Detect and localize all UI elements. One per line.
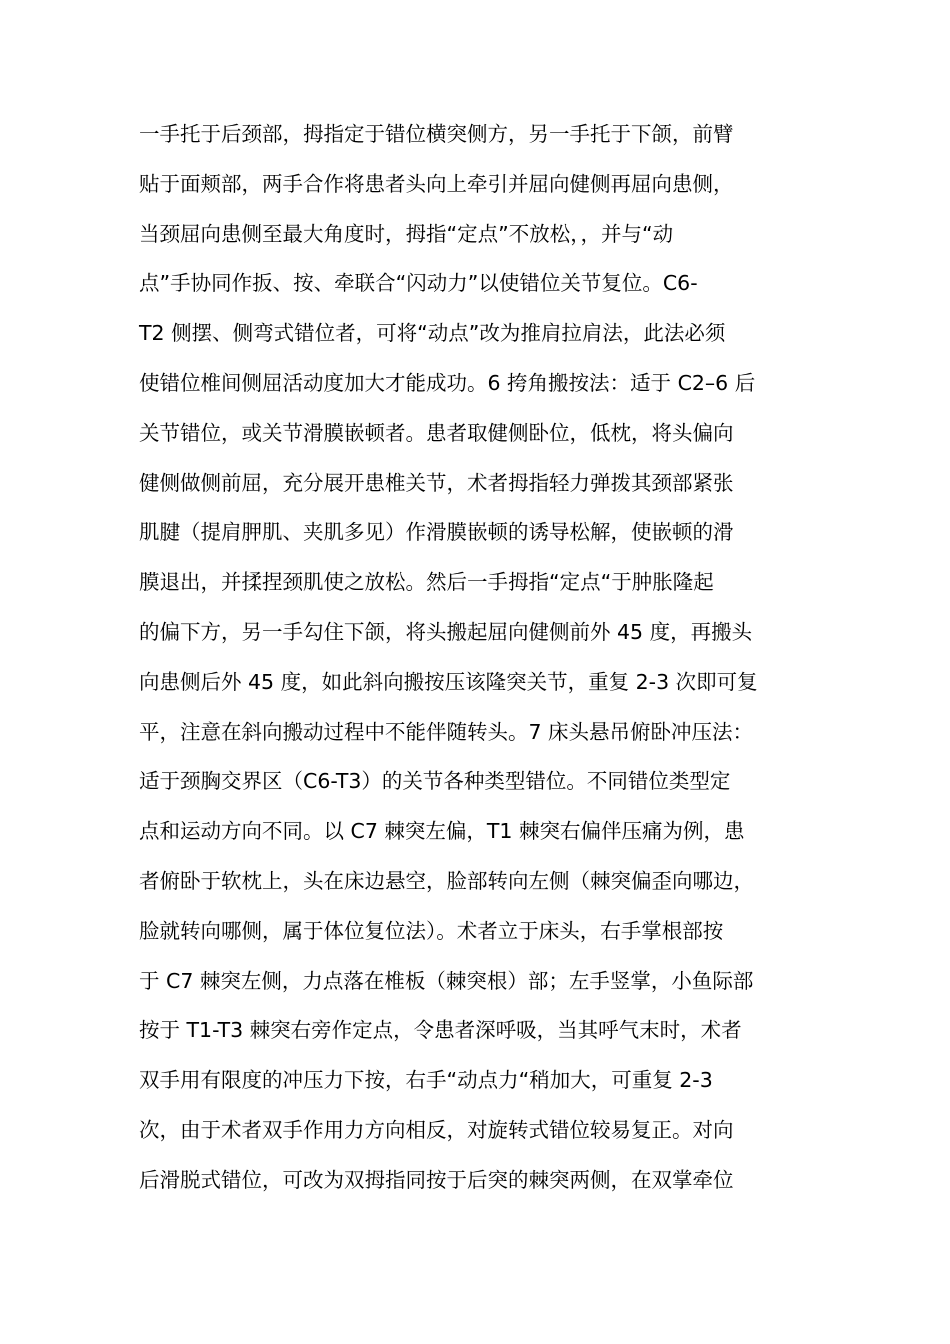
text-line: 点和运动方向不同。以 C7 棘突左偏，T1 棘突右偏伴压痛为例，患	[139, 819, 745, 844]
text-line: 的偏下方，另一手勾住下颌，将头搬起屈向健侧前外 45 度，再搬头	[139, 619, 753, 644]
text-line: 按于 T1-T3 棘突右旁作定点，令患者深呼吸，当其呼气末时，术者	[139, 1018, 742, 1043]
text-line: 贴于面颊部，两手合作将患者头向上牵引并屈向健侧再屈向患侧，	[139, 171, 734, 196]
text-line: 向患侧后外 45 度，如此斜向搬按压该隆突关节，重复 2-3 次即可复	[139, 669, 758, 694]
text-line: 适于颈胸交界区（C6-T3）的关节各种类型错位。不同错位类型定	[139, 769, 731, 794]
text-line: 使错位椎间侧屈活动度加大才能成功。6 挎角搬按法：适于 C2–6 后	[139, 370, 756, 395]
text-line: 点”手协同作扳、按、牵联合“闪动力”以使错位关节复位。C6-	[139, 271, 698, 296]
text-line: 于 C7 棘突左侧，力点落在椎板（棘突根）部；左手竖掌，小鱼际部	[139, 968, 754, 993]
text-line: 一手托于后颈部，拇指定于错位横突侧方，另一手托于下颌，前臂	[139, 122, 734, 146]
text-line: 次，由于术者双手作用力方向相反，对旋转式错位较易复正。对向	[139, 1117, 734, 1142]
text-line: 双手用有限度的冲压力下按，右手“动点力“稍加大，可重复 2-3	[139, 1068, 713, 1093]
text-line: 健侧做侧前屈，充分展开患椎关节，术者拇指轻力弹拨其颈部紧张	[139, 470, 734, 495]
text-line: 脸就转向哪侧，属于体位复位法）。术者立于床头，右手掌根部按	[139, 918, 724, 943]
text-line: 当颈屈向患侧至最大角度时，拇指“定点”不放松，，并与“动	[139, 221, 674, 246]
text-line: 关节错位，或关节滑膜嵌顿者。患者取健侧卧位，低枕，将头偏向	[139, 420, 734, 445]
text-line: 膜退出，并揉捏颈肌使之放松。然后一手拇指“定点“于肿胀隆起	[139, 570, 714, 595]
text-line: T2 侧摆、侧弯式错位者，可将“动点”改为推肩拉肩法，此法必须	[139, 321, 726, 346]
text-line: 者俯卧于软枕上，头在床边悬空，脸部转向左侧（棘突偏歪向哪边，	[139, 868, 754, 893]
body-text	[139, 110, 819, 1206]
text-line: 平，注意在斜向搬动过程中不能伴随转头。7 床头悬吊俯卧冲压法：	[139, 719, 754, 744]
text-line: 肌腱（提肩胛肌、夹肌多见）作滑膜嵌顿的诱导松解，使嵌顿的滑	[139, 520, 734, 545]
text-line: 后滑脱式错位，可改为双拇指同按于后突的棘突两侧，在双掌牵位	[139, 1167, 734, 1192]
